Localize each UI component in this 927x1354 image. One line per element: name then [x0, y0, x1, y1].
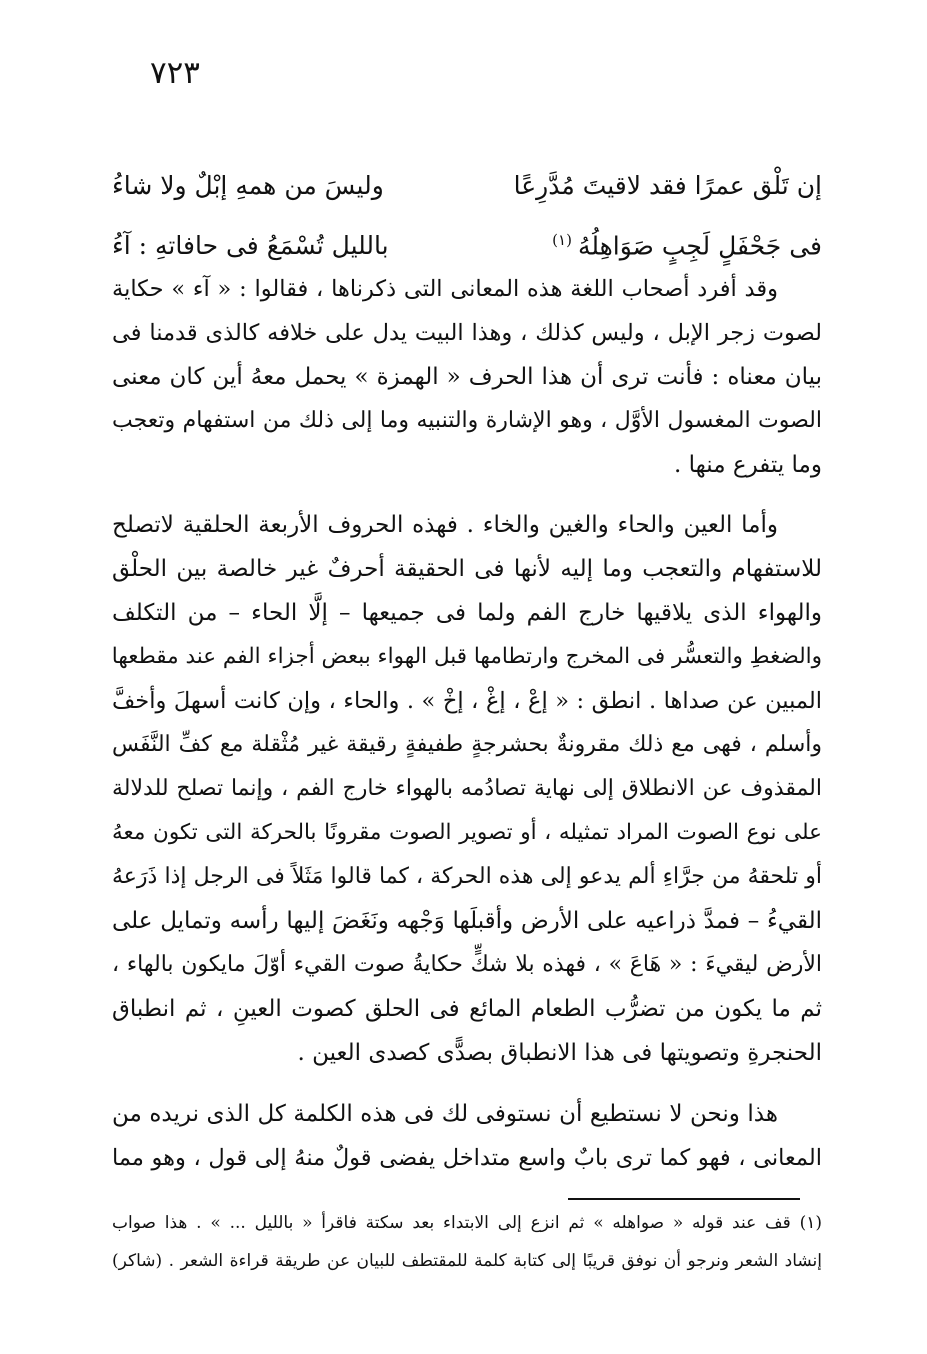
paragraph-line: الحنجرةِ وتصويتها فى هذا الانطباق بصدًّى كصدى العين . [297, 1040, 822, 1066]
footnote-line: إنشاد الشعر ونرجو أن نوفق قريبًا إلى كتابة كلمة للمقتطف للبيان عن طريقة قراءة الشعر . (شاكر) [112, 1251, 822, 1271]
paragraph-line: الصوت المغسول الأوَّل ، وهو الإشارة والتنبيه وما إلى ذلك من استفهام وتعجب [112, 408, 822, 433]
paragraph-line: على نوع الصوت المراد تمثيله ، أو تصوير الصوت مقرونًا بالحركة التى تكون معهُ [112, 820, 822, 845]
page-number: ٧٢٣ [150, 55, 200, 91]
paragraph-line: لصوت زجر الإبل ، وليس كذلك ، وهذا البيت يدل على خلافه كالذى قدمنا فى [112, 320, 822, 346]
verse-hemistich-first: إن تَلْق عمرًا فقد لاقيتَ مُدَّرِعًا [513, 171, 822, 200]
verse-text: فى جَحْفَلٍ لَجِبٍ صَوَاهِلُهُ [577, 231, 822, 261]
paragraph-line: وأما العين والحاء والغين والخاء . فهذه الحروف الأربعة الحلقية لاتصلح [112, 512, 778, 538]
footnote-marker: (١) [552, 231, 572, 249]
verse-hemistich-second: وليسَ من همهِ إبْلٌ ولا شاءُ [112, 171, 384, 200]
paragraph-line: المبين عن صداها . انطق : « إعْ ، إغْ ، إخْ » . والحاء ، وإن كانت أسهلَ وأخفَّ [112, 688, 822, 714]
verse-block [112, 158, 822, 268]
paragraph [112, 503, 822, 1075]
footnote-rule [568, 1198, 800, 1200]
paragraph-line: وأسلم ، فهى مع ذلك مقرونةٌ بحشرجةٍ طفيفةٍ رقيقة غير مُثْقلة مع كفِّ النَّفَس [112, 732, 822, 757]
paragraph-line: للاستفهام والتعجب وما إليه لأنها فى الحقيقة أحرفٌ غير خالصة بين الحلْق [112, 556, 822, 582]
paragraph [112, 267, 822, 487]
verse-line [112, 158, 822, 213]
footnote [112, 1204, 822, 1280]
paragraph-line: وقد أفرد أصحاب اللغة هذه المعانى التى ذكرناها ، فقالوا : « آء » حكاية [112, 276, 778, 302]
paragraph-line: الأرض ليقيءَ : « هَاعَ » ، فهذه بلا شكٍّ حكايةُ صوت القيء أوّلَ مايكون بالهاء ، [112, 952, 822, 977]
paragraph-line: المعانى ، فهو كما ترى بابٌ واسع متداخل يفضى قولٌ منهُ إلى قول ، وهو مما [112, 1145, 822, 1171]
paragraph-line: المقذوف عن الانطلاق إلى نهاية تصادُمه بالهواء خارج الفم ، وإنما تصلح للدلالة [112, 776, 822, 801]
verse-hemistich-first [552, 213, 822, 273]
paragraph-line: أو تلحقهُ من جرَّاءِ ألم يدعو إلى هذه الحركة ، كما قالوا مَثَلاً فى الرجل إذا ذَرَعهُ [112, 864, 822, 889]
paragraph-line: القيءُ – فمدَّ ذراعيه على الأرض وأقبلَها وَجْهه ونَغَضَ إليها رأسه وتمايل على [112, 908, 822, 934]
paragraph [112, 1092, 822, 1180]
verse-hemistich-second: بالليل تُسْمَعُ فى حافاتهِ : آءُ [112, 231, 389, 261]
paragraph-line: والهواء الذى يلاقيها خارج الفم ولما فى جميعها – إلَّا الحاء – من التكلف [112, 600, 822, 626]
paragraph-line: وما يتفرع منها . [674, 452, 822, 478]
paragraph-line: ثم ما يكون من تضرُّب الطعام المائع فى الحلق كصوت العينِ ، ثم انطباق [112, 996, 822, 1022]
paragraph-line: بيان معناه : فأنت ترى أن هذا الحرف « الهمزة » يحمل معهُ أين كان معنى [112, 364, 822, 390]
paragraph-line: والضغطِ والتعسُّر فى المخرج وارتطامها قبل الهواء ببعض أجزاء الفم عند مقطعها [112, 644, 822, 669]
footnote-line: (١) قف عند قوله « صواهله » ثم انزع إلى الابتداء بعد سكتة فاقرأ « بالليل ... » . هذا صواب [112, 1213, 822, 1233]
paragraph-line: هذا ونحن لا نستطيع أن نستوفى لك فى هذه الكلمة كل الذى نريده من [112, 1101, 778, 1127]
verse-line [112, 213, 822, 268]
